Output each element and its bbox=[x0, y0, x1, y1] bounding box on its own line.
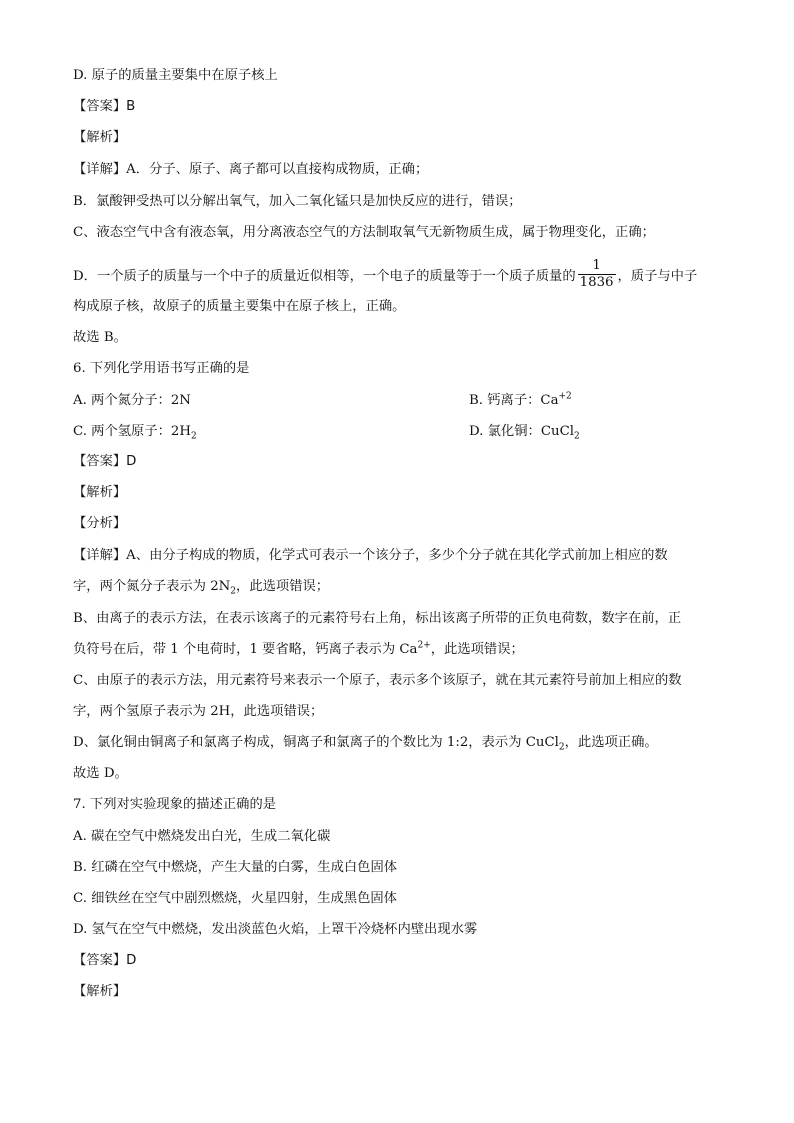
q6-option-d-sub: 2 bbox=[574, 431, 580, 442]
q5-answer: 【答案】B bbox=[73, 99, 136, 114]
q6-stem: 6. 下列化学用语书写正确的是 bbox=[73, 361, 250, 376]
q6-option-d bbox=[469, 422, 580, 442]
q6-detail-b2 bbox=[73, 640, 754, 660]
q6-detail-a2-text: 字，两个氮分子表示为 2N bbox=[73, 579, 231, 594]
q6-option-c-sub: 2 bbox=[191, 431, 197, 442]
q6-option-d-text: D. 氯化铜：CuCl bbox=[469, 424, 574, 439]
q6-detail-a1: 【详解】A、由分子构成的物质，化学式可表示一个该分子，多少个分子就在其化学式前加上相应的数 bbox=[73, 548, 668, 563]
q6-option-b bbox=[469, 391, 572, 411]
q6-detail-b2-tail: ，此选项错误； bbox=[430, 642, 524, 657]
q6-detail-a2-tail: ，此选项错误； bbox=[236, 579, 330, 594]
q5-detail-c: C、液态空气中含有液态氧，用分离液态空气的方法制取氧气无新物质生成，属于物理变化，正确； bbox=[73, 225, 655, 240]
fraction-numerator: 1 bbox=[578, 258, 616, 275]
q6-detail-d-sub: 2 bbox=[558, 742, 565, 753]
q7-option-d: D. 氢气在空气中燃烧，发出淡蓝色火焰，上罩干冷烧杯内壁出现水雾 bbox=[73, 922, 478, 937]
q6-answer: 【答案】D bbox=[73, 454, 137, 469]
q5-conclusion: 故选 B。 bbox=[73, 330, 127, 345]
q6-detail-c1: C、由原子的表示方法，用元素符号来表示一个原子，表示多个该原子，就在其元素符号前加上相应的数 bbox=[73, 673, 682, 688]
q5-analysis-heading: 【解析】 bbox=[73, 130, 127, 145]
q6-detail-a2-sub: 2 bbox=[230, 586, 237, 597]
q6-detail-b1: B、由离子的表示方法，在表示该离子的元素符号右上角，标出该离子所带的正负电荷数，数字在前，正 bbox=[73, 611, 682, 626]
q5-option-d: D. 原子的质量主要集中在原子核上 bbox=[73, 68, 278, 83]
q5-detail-d-tail: ，质子与中子 bbox=[617, 269, 698, 284]
q6-detail-d-text: D、氯化铜由铜离子和氯离子构成，铜离子和氯离子的个数比为 1:2，表示为 CuCl bbox=[73, 735, 559, 750]
fraction-1-1836 bbox=[578, 258, 616, 291]
q6-detail-d bbox=[73, 733, 754, 753]
q7-option-a: A. 碳在空气中燃烧发出白光，生成二氧化碳 bbox=[73, 829, 331, 844]
q5-detail-a: 【详解】A．分子、原子、离子都可以直接构成物质，正确； bbox=[73, 162, 429, 177]
q6-analysis-heading: 【解析】 bbox=[73, 485, 127, 500]
q7-option-b: B. 红磷在空气中燃烧，产生大量的白雾，生成白色固体 bbox=[73, 860, 398, 875]
q6-conclusion: 故选 D。 bbox=[73, 766, 128, 781]
q6-option-b-sup: +2 bbox=[558, 391, 572, 402]
q5-detail-d-text: D．一个质子的质量与一个中子的质量近似相等，一个电子的质量等于一个质子质量的 bbox=[73, 269, 576, 284]
q6-option-b-text: B. 钙离子：Ca bbox=[469, 393, 559, 408]
q6-detail-b2-sup: 2+ bbox=[417, 640, 431, 651]
q6-option-a: A. 两个氮分子：2N bbox=[73, 393, 191, 408]
q7-answer: 【答案】D bbox=[73, 953, 137, 968]
q7-stem: 7. 下列对实验现象的描述正确的是 bbox=[73, 797, 277, 812]
q7-analysis-heading: 【解析】 bbox=[73, 984, 127, 999]
q6-fenxi-heading: 【分析】 bbox=[73, 516, 127, 531]
q6-detail-d-tail: ，此选项正确。 bbox=[564, 735, 658, 750]
q6-options-row2 bbox=[73, 422, 754, 442]
q5-detail-d-cont: 构成原子核，故原子的质量主要集中在原子核上，正确。 bbox=[73, 299, 406, 314]
fraction-denominator: 1836 bbox=[579, 275, 614, 290]
q7-option-c: C. 细铁丝在空气中剧烈燃烧，火星四射，生成黑色固体 bbox=[73, 891, 397, 906]
q6-detail-a2 bbox=[73, 577, 754, 597]
q5-detail-b: B．氯酸钾受热可以分解出氧气，加入二氧化锰只是加快反应的进行，错误； bbox=[73, 194, 522, 209]
q6-option-c-text: C. 两个氢原子：2H bbox=[73, 424, 191, 439]
q6-option-c bbox=[73, 424, 197, 442]
q6-detail-c2: 字，两个氢原子表示为 2H，此选项错误； bbox=[73, 704, 324, 719]
q6-detail-b2-text: 负符号在后，带 1 个电荷时，1 要省略，钙离子表示为 Ca bbox=[73, 642, 418, 657]
q6-options-row1 bbox=[73, 391, 754, 411]
q5-detail-d bbox=[73, 260, 754, 293]
